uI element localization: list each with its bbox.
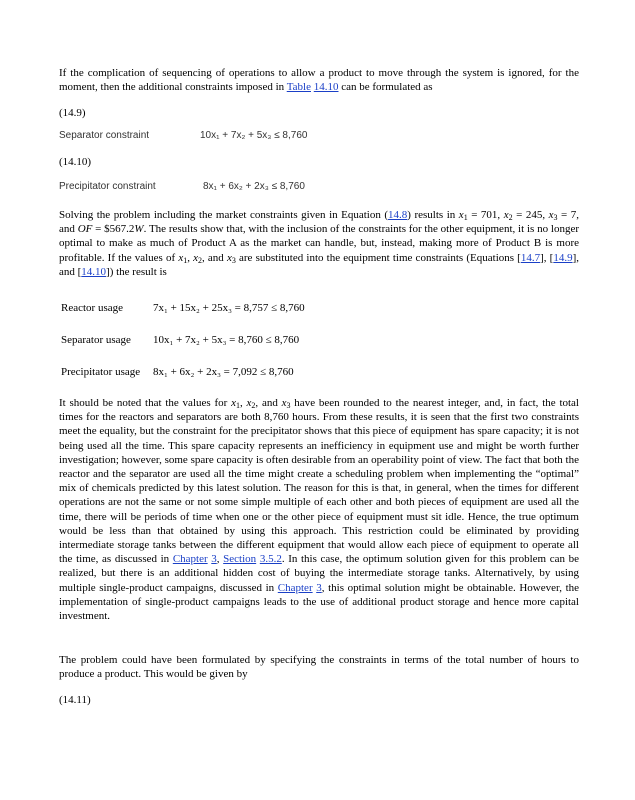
paragraph-discussion: It should be noted that the values for $x_1$, $x_2$, and $x_3$ have been rounded to the nearest integer, and, in fact, the total times for the reactors and separators are both 8,760 hours. From these results, it is seen that the first two constraints meet the equality, but the constraint for the precipitator shows that this piece of equipment has spare capacity; it is not being used all the time. This spare capacity represents an inefficiency in equipment use and might be worth further investigation; however, some spare capacity is often desirable from an operability point of view. The fact that both the reactor and the separator are used all the time might create a scheduling problem when implementing the “optimal” mix of chemicals predicted by this latest solution. The reason for this is that, in general, when the times for different operations are not the same or not some simple multiple of each other and both pieces of equipment are used all the time, there will be periods of time when one or the other piece of equipment must sit idle. Hence, the true optimum would be less than that obtained by using this approach. This restriction could be eliminated by providing intermediate storage tanks between the different equipment that would allow each piece of equipment to operate all the time, as discussed in Chapter 3, Section 3.5.2. In this case, the optimum solution given for this problem can be realized, but there is an additional hidden cost of buying the intermediate storage tanks. Alternatively, by using multiple single-product campaigns, discussed in Chapter 3, this optimal solution might be obtainable. However, the implementation of single-product campaigns leads to the use of additional product storage and hence more capital investment. [59, 397, 580, 623]
text: can be formulated as [338, 81, 433, 94]
link-equation-14-10[interactable]: 14.10 [81, 265, 107, 278]
usage-expression: 7x₁ + 15x₂ + 25x₃ = 8,757 ≤ 8,760 [153, 302, 305, 314]
equation-precipitator-constraint [59, 181, 359, 195]
equation-expression: 8x₁ + 6x₂ + 2x₃ ≤ 8,760 [203, 181, 305, 192]
link-table[interactable]: Table [286, 81, 311, 94]
link-section-number[interactable]: 3.5.2 [259, 553, 282, 566]
equation-number: (14.10) [59, 156, 92, 168]
link-table-number[interactable]: 14.10 [313, 81, 339, 94]
paragraph-reformulation: The problem could have been formulated by specifying the constraints in terms of the total number of hours to produce a product. This would be given by [59, 654, 579, 681]
paragraph-solution: Solving the problem including the market constraints given in Equation (14.8) results in $x_1 = 701$, $x_2 = 245$, $x_3 = 7$, and OF = $567.2W. The results show that, with the inclusion of the constraints for the other equipment, it is no longer optimal to make as much of Product A as the market can handle, but, instead, making more of Product B is more profitable. If the values of $x_1$, $x_2$, and $x_3$ are substituted into the equipment time constraints (Equations [14.7], [14.9], and [14.10]) the result is [59, 209, 579, 278]
equation-number: (14.9) [59, 107, 86, 119]
usage-label: Reactor usage [61, 302, 123, 314]
equation-separator-constraint [59, 130, 359, 144]
link-chapter-number[interactable]: 3 [211, 553, 217, 566]
text: If the complication of sequencing of operations to allow a product to move through the system is ignored, for the moment, then the additional constraints imposed in [59, 67, 579, 94]
equation-number: (14.11) [59, 694, 91, 706]
usage-label: Separator usage [61, 334, 131, 346]
link-equation-14-7[interactable]: 14.7 [520, 251, 541, 264]
link-chapter[interactable]: Chapter [277, 581, 313, 594]
link-section[interactable]: Section [223, 553, 257, 566]
link-chapter[interactable]: Chapter [172, 553, 208, 566]
paragraph-intro [59, 66, 579, 94]
equation-label: Separator constraint [59, 130, 150, 141]
equation-expression: 10x₁ + 7x₂ + 5x₃ ≤ 8,760 [200, 130, 308, 141]
usage-expression: 8x₁ + 6x₂ + 2x₃ = 7,092 ≤ 8,760 [153, 366, 294, 378]
usage-label: Precipitator usage [61, 366, 141, 378]
equation-label: Precipitator constraint [59, 181, 156, 192]
link-equation-14-9[interactable]: 14.9 [553, 251, 573, 264]
usage-expression: 10x₁ + 7x₂ + 5x₃ = 8,760 ≤ 8,760 [153, 334, 300, 346]
link-equation-14-8[interactable]: 14.8 [388, 209, 408, 221]
link-chapter-number[interactable]: 3 [316, 581, 322, 594]
